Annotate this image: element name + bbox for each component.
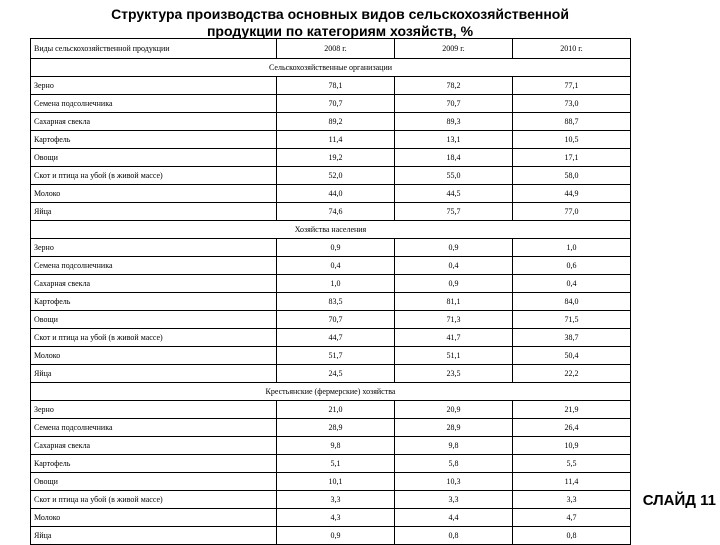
- cell-product: Яйца: [31, 527, 277, 545]
- cell-2009: 78,2: [395, 77, 513, 95]
- cell-2008: 9,8: [277, 437, 395, 455]
- table-row: [31, 329, 631, 347]
- cell-2008: 10,1: [277, 473, 395, 491]
- header-product: Виды сельскохозяйственной продукции: [31, 39, 277, 59]
- cell-2009: 10,3: [395, 473, 513, 491]
- cell-2009: 44,5: [395, 185, 513, 203]
- cell-product: Семена подсолнечника: [31, 419, 277, 437]
- table-row: [31, 401, 631, 419]
- cell-product: Картофель: [31, 131, 277, 149]
- cell-2008: 70,7: [277, 311, 395, 329]
- cell-product: Картофель: [31, 293, 277, 311]
- section-title: Сельскохозяйственные организации: [31, 59, 631, 77]
- table-row: [31, 293, 631, 311]
- cell-product: Молоко: [31, 185, 277, 203]
- cell-product: Картофель: [31, 455, 277, 473]
- table-row: [31, 455, 631, 473]
- table-row: [31, 257, 631, 275]
- cell-product: Скот и птица на убой (в живой массе): [31, 491, 277, 509]
- cell-product: Молоко: [31, 509, 277, 527]
- cell-product: Овощи: [31, 473, 277, 491]
- cell-2008: 24,5: [277, 365, 395, 383]
- cell-product: Семена подсолнечника: [31, 257, 277, 275]
- cell-2010: 17,1: [513, 149, 631, 167]
- cell-2009: 0,4: [395, 257, 513, 275]
- cell-product: Скот и птица на убой (в живой массе): [31, 329, 277, 347]
- cell-2009: 28,9: [395, 419, 513, 437]
- cell-2010: 4,7: [513, 509, 631, 527]
- table-row: [31, 185, 631, 203]
- cell-2010: 88,7: [513, 113, 631, 131]
- cell-2010: 38,7: [513, 329, 631, 347]
- table-row: [31, 95, 631, 113]
- cell-2009: 89,3: [395, 113, 513, 131]
- table-row: [31, 239, 631, 257]
- cell-product: Зерно: [31, 77, 277, 95]
- cell-2009: 3,3: [395, 491, 513, 509]
- cell-2008: 3,3: [277, 491, 395, 509]
- cell-2008: 44,0: [277, 185, 395, 203]
- table-row: [31, 347, 631, 365]
- table-row: [31, 77, 631, 95]
- cell-product: Сахарная свекла: [31, 113, 277, 131]
- cell-2010: 11,4: [513, 473, 631, 491]
- cell-2008: 5,1: [277, 455, 395, 473]
- cell-2010: 77,1: [513, 77, 631, 95]
- cell-2008: 52,0: [277, 167, 395, 185]
- cell-2009: 81,1: [395, 293, 513, 311]
- cell-2009: 23,5: [395, 365, 513, 383]
- cell-product: Сахарная свекла: [31, 437, 277, 455]
- cell-2010: 3,3: [513, 491, 631, 509]
- cell-2010: 21,9: [513, 401, 631, 419]
- table-row: [31, 419, 631, 437]
- header-2009: 2009 г.: [395, 39, 513, 59]
- cell-product: Зерно: [31, 401, 277, 419]
- cell-product: Яйца: [31, 365, 277, 383]
- cell-2010: 58,0: [513, 167, 631, 185]
- cell-2010: 0,6: [513, 257, 631, 275]
- cell-2008: 51,7: [277, 347, 395, 365]
- table-header-row: [31, 39, 631, 59]
- cell-2009: 0,9: [395, 239, 513, 257]
- slide-label: СЛАЙД 11: [642, 492, 716, 509]
- cell-2009: 20,9: [395, 401, 513, 419]
- cell-2008: 4,3: [277, 509, 395, 527]
- table-row: [31, 527, 631, 545]
- cell-2008: 83,5: [277, 293, 395, 311]
- table-row: [31, 113, 631, 131]
- cell-2009: 41,7: [395, 329, 513, 347]
- cell-product: Семена подсолнечника: [31, 95, 277, 113]
- cell-product: Молоко: [31, 347, 277, 365]
- cell-2010: 71,5: [513, 311, 631, 329]
- page-title: [0, 6, 680, 40]
- title-line-2: продукции по категориям хозяйств, %: [206, 23, 474, 39]
- cell-2008: 1,0: [277, 275, 395, 293]
- cell-2008: 0,9: [277, 239, 395, 257]
- cell-2008: 44,7: [277, 329, 395, 347]
- cell-2009: 51,1: [395, 347, 513, 365]
- cell-2008: 19,2: [277, 149, 395, 167]
- cell-2009: 70,7: [395, 95, 513, 113]
- cell-2010: 5,5: [513, 455, 631, 473]
- cell-2009: 5,8: [395, 455, 513, 473]
- table-row: [31, 131, 631, 149]
- cell-2009: 0,9: [395, 275, 513, 293]
- table-row: [31, 491, 631, 509]
- table-container: [30, 38, 630, 545]
- cell-2010: 50,4: [513, 347, 631, 365]
- table-row: [31, 365, 631, 383]
- cell-2008: 21,0: [277, 401, 395, 419]
- cell-2008: 74,6: [277, 203, 395, 221]
- cell-product: Овощи: [31, 311, 277, 329]
- cell-2010: 0,8: [513, 527, 631, 545]
- section-title: Хозяйства населения: [31, 221, 631, 239]
- cell-2008: 28,9: [277, 419, 395, 437]
- cell-2010: 0,4: [513, 275, 631, 293]
- table-row: [31, 437, 631, 455]
- section-row: [31, 59, 631, 77]
- cell-2008: 70,7: [277, 95, 395, 113]
- cell-2010: 10,5: [513, 131, 631, 149]
- cell-2010: 73,0: [513, 95, 631, 113]
- cell-2008: 11,4: [277, 131, 395, 149]
- cell-2009: 75,7: [395, 203, 513, 221]
- table-row: [31, 167, 631, 185]
- cell-2008: 0,4: [277, 257, 395, 275]
- table-row: [31, 203, 631, 221]
- cell-2010: 77,0: [513, 203, 631, 221]
- cell-2009: 13,1: [395, 131, 513, 149]
- table-row: [31, 509, 631, 527]
- cell-product: Скот и птица на убой (в живой массе): [31, 167, 277, 185]
- cell-product: Овощи: [31, 149, 277, 167]
- cell-2009: 18,4: [395, 149, 513, 167]
- cell-2009: 9,8: [395, 437, 513, 455]
- cell-2008: 89,2: [277, 113, 395, 131]
- table-row: [31, 275, 631, 293]
- cell-2010: 26,4: [513, 419, 631, 437]
- cell-2008: 0,9: [277, 527, 395, 545]
- cell-product: Сахарная свекла: [31, 275, 277, 293]
- table-row: [31, 311, 631, 329]
- cell-2009: 55,0: [395, 167, 513, 185]
- cell-2009: 4,4: [395, 509, 513, 527]
- cell-2008: 78,1: [277, 77, 395, 95]
- cell-2009: 71,3: [395, 311, 513, 329]
- cell-2010: 84,0: [513, 293, 631, 311]
- table-row: [31, 149, 631, 167]
- section-row: [31, 383, 631, 401]
- title-line-1: Структура производства основных видов сельскохозяйственной: [111, 6, 569, 22]
- cell-2010: 10,9: [513, 437, 631, 455]
- cell-2009: 0,8: [395, 527, 513, 545]
- header-2008: 2008 г.: [277, 39, 395, 59]
- table-row: [31, 473, 631, 491]
- cell-2010: 44,9: [513, 185, 631, 203]
- section-title: Крестьянские (фермерские) хозяйства: [31, 383, 631, 401]
- cell-2010: 22,2: [513, 365, 631, 383]
- cell-product: Яйца: [31, 203, 277, 221]
- cell-product: Зерно: [31, 239, 277, 257]
- section-row: [31, 221, 631, 239]
- production-structure-table: [30, 38, 631, 545]
- header-2010: 2010 г.: [513, 39, 631, 59]
- cell-2010: 1,0: [513, 239, 631, 257]
